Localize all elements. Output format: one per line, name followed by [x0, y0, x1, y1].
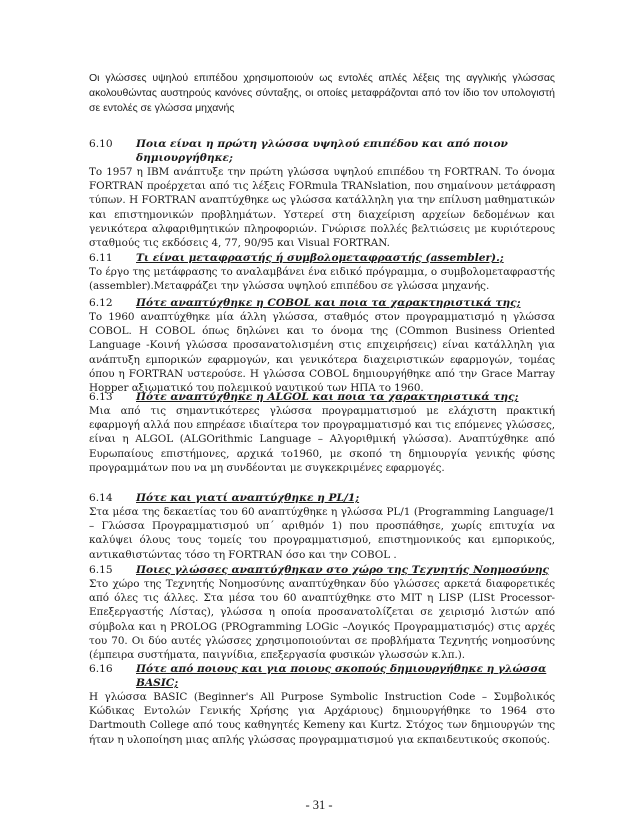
- section-6-12: [89, 296, 555, 395]
- section-heading: [89, 491, 555, 505]
- section-heading: [89, 251, 555, 265]
- section-body: Το έργο της μετάφρασης το αναλαμβάνει ένα ειδικό πρόγραμμα, ο συμβολομεταφραστής (assembler).Μεταφράζει την γλώσσα υψηλού επιπέδου σε γλώσσα μηχανής.: [89, 266, 555, 293]
- section-number: 6.16: [89, 663, 113, 675]
- section-body: Η γλώσσα BASIC (Beginner's All Purpose Symbolic Instruction Code – Συμβολικός Κώδικας Εντολών Γενικής Χρήσης για Αρχάριους) δημιουργήθηκε το 1964 στο Dartmouth College από τους καθηγητές Kemeny και Kurtz. Στόχος των δημιουργών της ήταν η υλοποίηση μιας απλής γλώσσας προγραμματισμού για εκπαιδευτικούς σκοπούς.: [89, 691, 555, 746]
- section-6-16: [89, 662, 555, 747]
- section-6-11: [89, 251, 555, 293]
- section-number: 6.10: [89, 138, 113, 150]
- page-number: - 31 -: [305, 798, 333, 812]
- section-title: Ποιες γλώσσες αναπτύχθηκαν στο χώρο της Τεχνητής Νοημοσύνης: [136, 564, 550, 576]
- section-title: Ποια είναι η πρώτη γλώσσα υψηλού επιπέδου και από ποιον δημιουργήθηκε;: [136, 138, 508, 164]
- section-body: Το 1957 η IBM ανάπτυξε την πρώτη γλώσσα υψηλού επιπέδου τη FORTRAN. Το όνομα FORTRAN προέρχεται από τις λέξεις FORmula TRANslation, που σημαίνουν μετάφραση τύπων. Η FORTRAN αναπτύχθηκε ως γλώσσα κατάλληλη για την επίλυση μαθηματικών και επιστημονικών προβλημάτων. Υστερεί στη διαχείριση αρχείων δεδομένων και γενικότερα αλφαριθμητικών πληροφοριών. Γνώρισε πολλές βελτιώσεις με κυριότερους σταθμούς τις εκδόσεις 4, 77, 90/95 και Visual FORTRAN.: [89, 166, 555, 250]
- section-title: Τι είναι μεταφραστής ή συμβολομεταφραστής (assembler).;: [136, 252, 504, 264]
- section-heading: [89, 390, 555, 404]
- section-number: 6.13: [89, 391, 113, 403]
- section-body: Το 1960 αναπτύχθηκε μία άλλη γλώσσα, σταθμός στον προγραμματισμό η γλώσσα COBOL. Η COBOL όπως δηλώνει και το όνομα της (COmmon Business Oriented Language -Κοινή γλώσσα προσανατολισμένη στις επιχειρήσεις) είναι κατάλληλη για ανάπτυξη εμπορικών εφαρμογών, και γενικότερα διαχειριστικών εφαρμογών, τομέας όπου η FORTRAN υστερούσε. Η γλώσσα COBOL δημιουργήθηκε από την Grace Marray Hopper αξιωματικό του πολεμικού ναυτικού των ΗΠΑ το 1960.: [89, 311, 555, 395]
- section-title: Πότε από ποιους και για ποιους σκοπούς δημιουργήθηκε η γλώσσα BASIC;: [136, 663, 547, 689]
- section-title: Πότε και γιατί αναπτύχθηκε η PL/1;: [136, 492, 360, 504]
- section-body: Στο χώρο της Τεχνητής Νοημοσύνης αναπτύχθηκαν δύο γλώσσες αρκετά διαφορετικές από όλες τις άλλες. Στα μέσα του 60 αναπτύχθηκε στο MIT η LISP (LISt Processor-Επεξεργαστής Λίστας), γλώσσα η οποία προσανατολίζεται σε χειρισμό λιστών από σύμβολα και η PROLOG (PROgramming LOGic –Λογικός Προγραμματισμός) στις αρχές του 70. Οι δύο αυτές γλώσσες χρησιμοποιούνται σε προβλήματα Τεχνητής νοημοσύνης (έμπειρα συστήματα, παιγνίδια, επεξεργασία φυσικών γλωσσών κ.λπ.).: [89, 578, 555, 662]
- section-heading: [89, 137, 555, 165]
- section-title: Πότε αναπτύχθηκε η COBOL και ποια τα χαρακτηριστικά της;: [136, 297, 521, 309]
- section-number: 6.15: [89, 564, 113, 576]
- section-6-13: [89, 390, 555, 475]
- section-heading: [89, 563, 555, 577]
- section-6-14: [89, 491, 555, 562]
- section-6-10: [89, 137, 555, 250]
- section-6-15: [89, 563, 555, 662]
- section-title: Πότε αναπτύχθηκε η ALGOL και ποια τα χαρακτηριστικά της;: [136, 391, 519, 403]
- section-number: 6.14: [89, 492, 113, 504]
- section-heading: [89, 296, 555, 310]
- section-number: 6.11: [89, 252, 113, 264]
- section-heading: [89, 662, 555, 690]
- intro-paragraph: Οι γλώσσες υψηλού επιπέδου χρησιμοποιούν ως εντολές απλές λέξεις της αγγλικής γλώσσας ακολουθώντας αυστηρούς κανόνες σύνταξης, οι οποίες μεταφράζονται από τον ίδιο τον υπολογιστή σε εντολές σε γλώσσα μηχανής: [89, 72, 555, 114]
- section-number: 6.12: [89, 297, 113, 309]
- section-body: Μια από τις σημαντικότερες γλώσσα προγραμματισμού με ελάχιστη πρακτική εφαρμογή αλλά που επηρέασε ιδιαίτερα τον προγραμματισμό και τις επόμενες γλώσσες, είναι η ALGOL (ALGOrithmic Language – Αλγοριθμική γλώσσα). Αναπτύχθηκε από Ευρωπαίους επιστήμονες, αρχικά το1960, με σκοπό τη δημιουργία γενικής φύσης προγραμμάτων που να μη συνδέονται με συγκεκριμένες εφαρμογές.: [89, 405, 555, 474]
- section-body: Στα μέσα της δεκαετίας του 60 αναπτύχθηκε η γλώσσα PL/1 (Programming Language/1 – Γλώσσα Προγραμματισμού υπ΄ αριθμόν 1) που προσπάθησε, χωρίς επιτυχία να καλύψει όλους τους τομείς του προγραμματισμού, επιστημονικούς και εμπορικούς, αντικαθιστώντας τόσο τη FORTRAN όσο και την COBOL .: [89, 506, 555, 561]
